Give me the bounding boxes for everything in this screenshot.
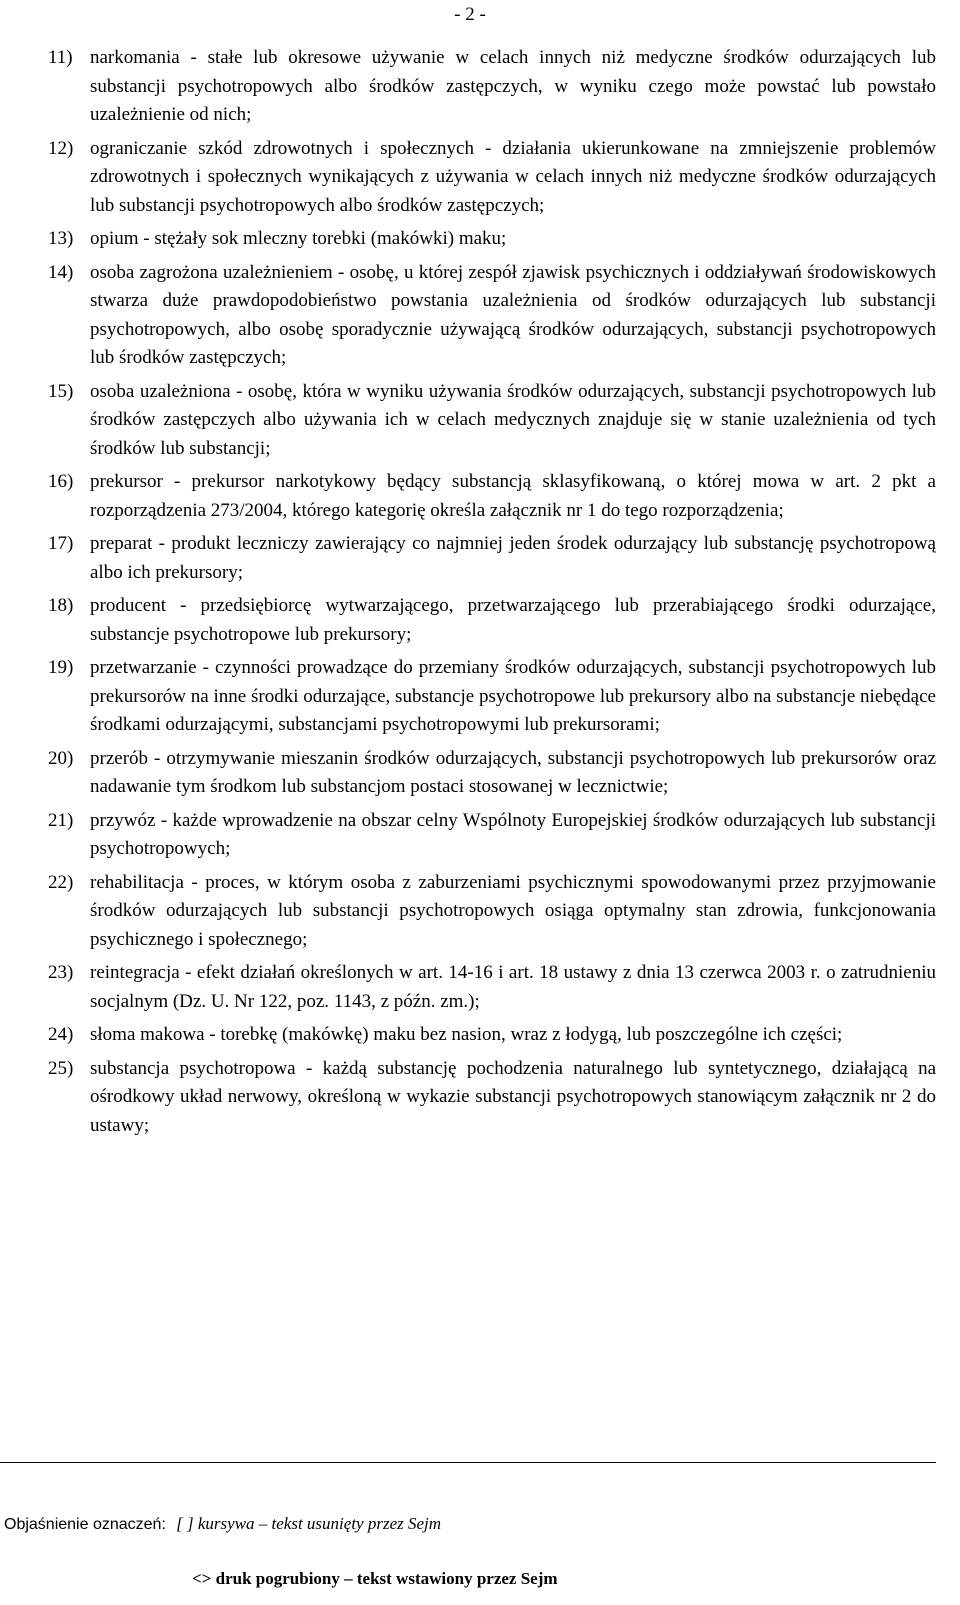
- definition-item: [48, 807, 936, 864]
- definition-text: rehabilitacja - proces, w którym osoba z zaburzeniami psychicznymi spowodowanymi przez przyjmowanie środków odurzających lub substancji psychotropowych osiąga optymalny stan zdrowia, funkcjonowania psychicznego i społecznego;: [90, 871, 936, 950]
- definition-number: 22): [48, 871, 74, 893]
- definition-number: 23): [48, 962, 74, 983]
- definition-item: [48, 259, 936, 373]
- definition-item: [48, 378, 936, 464]
- legend-label: Objaśnienie oznaczeń:: [4, 1516, 166, 1533]
- definition-text: słoma makowa - torebkę (makówkę) maku bez nasion, wraz z łodygą, lub poszczególne ich części;: [90, 1024, 843, 1045]
- definition-text: preparat - produkt leczniczy zawierający co najmniej jeden środek odurzający lub substancję psychotropową albo ich prekursory;: [90, 533, 936, 583]
- definition-text: reintegracja - efekt działań określonych w art. 14-16 i art. 18 ustawy z dnia 13 czerwca 2003 r. o zatrudnieniu socjalnym (Dz. U. Nr 122, poz. 1143, z późn. zm.);: [90, 962, 936, 1012]
- definition-text: przywóz - każde wprowadzenie na obszar celny Wspólnoty Europejskiej środków odurzających lub substancji psychotropowych;: [90, 809, 936, 859]
- definition-item: [48, 135, 936, 221]
- footer-divider: [0, 1462, 936, 1463]
- definition-text: przerób - otrzymywanie mieszanin środków odurzających, substancji psychotropowych lub prekursorów oraz nadawanie tym środkom lub substancjom postaci stosowanej w lecznictwie;: [90, 747, 936, 797]
- definition-text: ograniczanie szkód zdrowotnych i społecznych - działania ukierunkowane na zmniejszenie problemów zdrowotnych i społecznych wynikających z używania w celach innych niż medyczne środków odurzających lub substancji psychotropowych albo środków zastępczych;: [90, 137, 936, 216]
- definition-item: [48, 468, 936, 525]
- definition-number: 16): [48, 471, 74, 492]
- definition-number: 21): [48, 809, 74, 831]
- definition-text: osoba zagrożona uzależnieniem - osobę, u której zespół zjawisk psychicznych i oddziaływań środowiskowych stwarza duże prawdopodobieństwo powstania uzależnienia od środków odurzających lub substancji psychotropowych, albo osobę sporadycznie używającą środków odurzających, substancji psychotropowych lub środków zastępczych;: [90, 261, 936, 368]
- definition-number: 25): [48, 1057, 74, 1079]
- definition-item: [48, 654, 936, 740]
- definition-number: 17): [48, 533, 74, 554]
- definition-item: [48, 745, 936, 802]
- definition-number: 11): [48, 47, 73, 68]
- definition-item: [48, 1021, 936, 1050]
- definition-item: [48, 869, 936, 955]
- definition-number: 12): [48, 137, 74, 159]
- definition-text: przetwarzanie - czynności prowadzące do przemiany środków odurzających, substancji psychotropowych lub prekursorów na inne środki odurzające, substancje psychotropowe lub prekursory albo na substancje niebędące środkami odurzającymi, substancjami psychotropowymi lub prekursorami;: [90, 657, 936, 735]
- definition-item: [48, 44, 936, 130]
- definition-number: 14): [48, 261, 74, 283]
- definition-text: narkomania - stałe lub okresowe używanie w celach innych niż medyczne środków odurzających lub substancji psychotropowych albo środków zastępczych, w wyniku czego może powstać lub powstało uzależnienie od nich;: [90, 47, 936, 125]
- definition-number: 24): [48, 1024, 74, 1045]
- definition-number: 18): [48, 595, 74, 616]
- definition-number: 19): [48, 657, 74, 678]
- legend-line: [4, 1512, 441, 1537]
- definition-item: [48, 1055, 936, 1141]
- definition-number: 15): [48, 380, 74, 402]
- legend-italic-note: [ ] kursywa – tekst usunięty przez Sejm: [176, 1514, 442, 1533]
- definition-number: 13): [48, 228, 74, 249]
- legend-bold-note: <> druk pogrubiony – tekst wstawiony przez Sejm: [192, 1569, 558, 1588]
- definition-item: [48, 530, 936, 587]
- definition-number: 20): [48, 747, 74, 769]
- definition-text: osoba uzależniona - osobę, która w wyniku używania środków odurzających, substancji psychotropowych lub środków zastępczych albo używania ich w celach medycznych znajduje się w stanie uzależnienia od tych środków lub substancji;: [90, 380, 936, 459]
- definition-text: producent - przedsiębiorcę wytwarzającego, przetwarzającego lub przerabiającego środki odurzające, substancje psychotropowe lub prekursory;: [90, 595, 936, 645]
- definition-text: substancja psychotropowa - każdą substancję pochodzenia naturalnego lub syntetycznego, działającą na ośrodkowy układ nerwowy, określoną w wykazie substancji psychotropowych stanowiącym załącznik nr 2 do ustawy;: [90, 1057, 936, 1136]
- definition-text: opium - stężały sok mleczny torebki (makówki) maku;: [90, 228, 507, 249]
- definition-list: [48, 44, 936, 1145]
- page-number: - 2 -: [454, 4, 486, 25]
- definition-item: [48, 225, 936, 254]
- definition-text: prekursor - prekursor narkotykowy będący substancją sklasyfikowaną, o której mowa w art. 2 pkt a rozporządzenia 273/2004, którego kategorię określa załącznik nr 1 do tego rozporządzenia;: [90, 471, 936, 521]
- definition-item: [48, 959, 936, 1016]
- definition-item: [48, 592, 936, 649]
